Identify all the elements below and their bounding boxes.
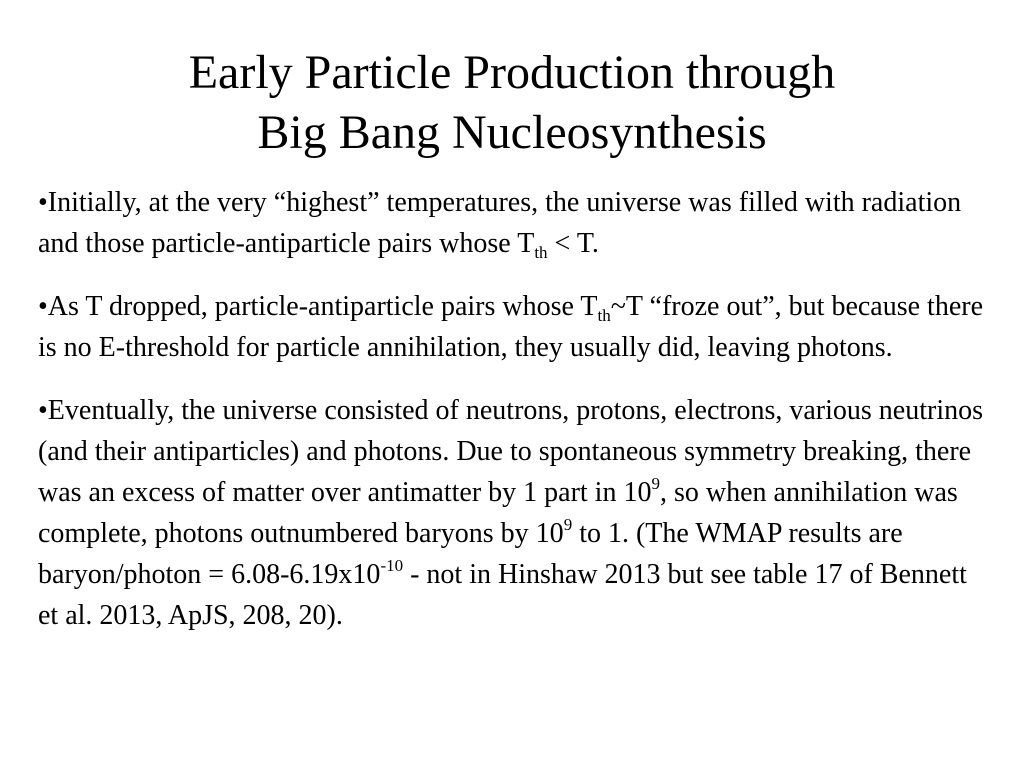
bullet-3-text-c: to 1. (The WMAP results are baryon/photon = 6.08-6.19x10: [38, 518, 903, 590]
slide-title: [0, 43, 1024, 163]
bullet-1-text-a: •Initially, at the very “highest” temperatures, the universe was filled with radiation and those particle-antiparticle pairs whose T: [38, 187, 962, 259]
bullet-3-text-a: •Eventually, the universe consisted of neutrons, protons, electrons, various neutrinos (and their antiparticles) and photons. Due to spontaneous symmetry breaking, there was an excess of matter over antimatter by 1 part in 10: [38, 395, 983, 508]
slide-body: [38, 182, 988, 636]
bullet-3-exponent-1: 9: [651, 474, 660, 493]
bullet-3-text-d: - not in Hinshaw 2013 but see table 17 of Bennett et al. 2013, ApJS, 208, 20).: [38, 559, 967, 631]
title-line-1: Early Particle Production through: [188, 46, 836, 99]
bullet-2-text-a: •As T dropped, particle-antiparticle pairs whose T: [38, 291, 598, 322]
bullet-2-text-b: ~T “froze out”, but because there is no E-threshold for particle annihilation, they usually did, leaving photons.: [38, 291, 984, 363]
title-line-2: Big Bang Nucleosynthesis: [257, 106, 767, 159]
bullet-paragraph-3: [38, 390, 988, 636]
bullet-2-subscript: th: [597, 306, 611, 325]
bullet-1-subscript: th: [534, 243, 548, 262]
bullet-3-text-b: , so when annihilation was complete, photons outnumbered baryons by 10: [38, 477, 958, 549]
bullet-3-exponent-3: -10: [380, 556, 404, 575]
bullet-paragraph-2: [38, 286, 988, 368]
bullet-1-text-b: < T.: [547, 228, 599, 259]
bullet-paragraph-1: [38, 182, 988, 264]
bullet-3-exponent-2: 9: [563, 515, 573, 534]
